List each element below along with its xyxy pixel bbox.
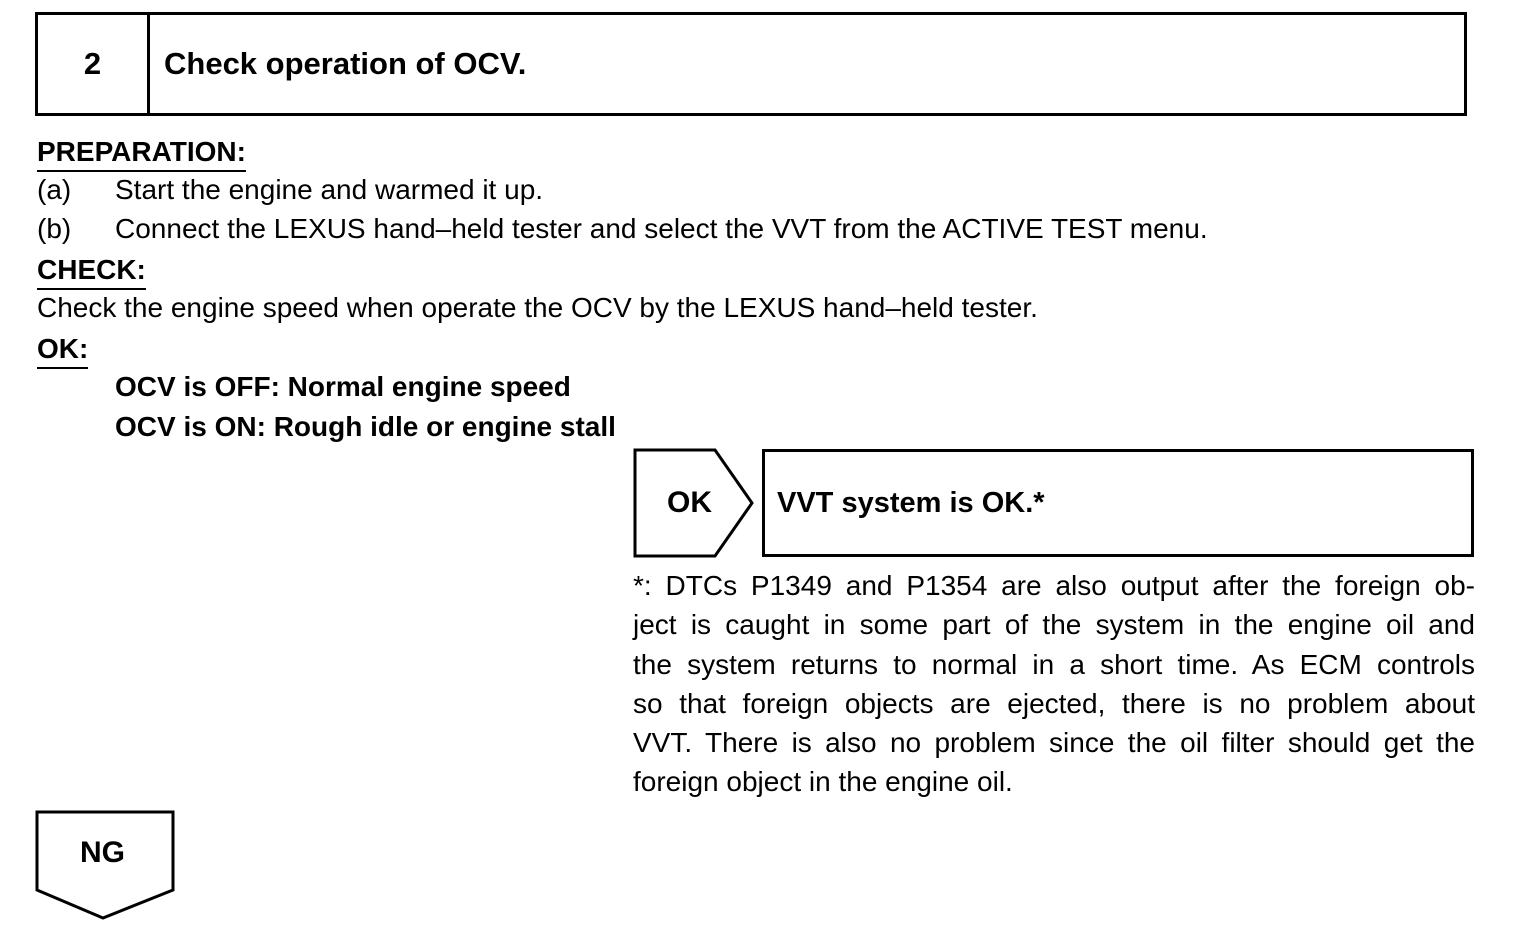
step-header [35,12,1467,116]
ok-result-box [762,449,1474,557]
preparation-heading: PREPARATION: [37,135,246,172]
check-heading: CHECK: [37,253,146,290]
ok-spec-line-off: OCV is OFF: Normal engine speed [115,371,571,402]
footnote-line: foreign object in the engine oil. [633,766,1013,798]
footnote-line: ject is caught in some part of the system in the engine oil and [633,609,1475,641]
ok-footnote [633,566,1475,802]
preparation-marker-b: (b) [37,213,72,244]
footnote-line: VVT. There is also no problem since the oil filter should get the [633,727,1475,759]
footnote-line: the system returns to normal in a short time. As ECM controls [633,648,1475,680]
footnote-line: *: DTCs P1349 and P1354 are also output after the foreign ob- [633,570,1475,601]
ok-result-text: VVT system is OK.* [777,486,1045,519]
footnote-line: so that foreign objects are ejected, there is no problem about [633,687,1475,719]
check-text: Check the engine speed when operate the OCV by the LEXUS hand–held tester. [37,292,1038,323]
preparation-item-b: Connect the LEXUS hand–held tester and select the VVT from the ACTIVE TEST menu. [115,213,1208,244]
ok-arrow-label: OK [667,486,712,519]
ok-spec-line-on: OCV is ON: Rough idle or engine stall [115,411,616,442]
preparation-item-a: Start the engine and warmed it up. [115,174,544,205]
step-number: 2 [38,15,150,113]
ng-arrow-label: NG [80,836,125,869]
step-title: Check operation of OCV. [164,46,527,81]
ok-heading: OK: [37,332,88,369]
preparation-marker-a: (a) [37,174,72,205]
